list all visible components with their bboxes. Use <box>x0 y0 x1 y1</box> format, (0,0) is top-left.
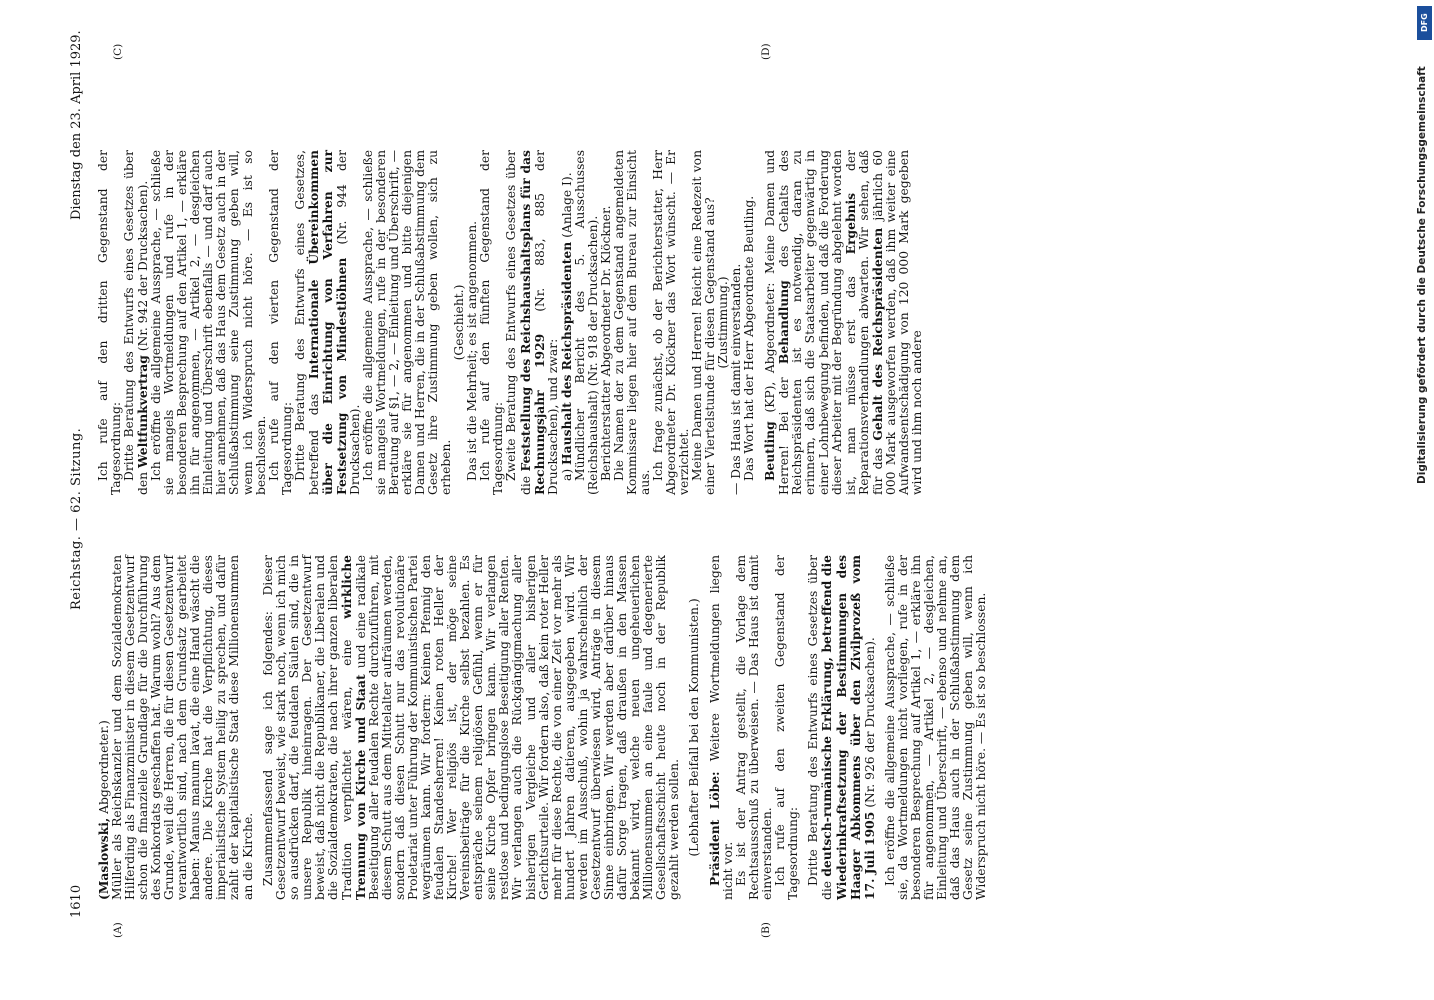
result-paragraph: Das ist die Mehrheit; es ist angenommen. <box>465 220 480 481</box>
speaker-name: Beutling <box>762 421 778 481</box>
emphasis-text: wirkliche Trennung von Kirche und Staat <box>338 555 368 900</box>
bill-title: Internationale Übereinkommen über die Einrichtung von Verfahren zur Festsetzung von Mindestlöhnen <box>305 150 349 495</box>
text-run: Dritte Beratung des Entwurfs eines Gesetzes, betreffend das <box>292 150 321 495</box>
report-line: Mündlicher Bericht des 5. Ausschusses (Reichshaushalt) (Nr. 918 der Drucksachen). <box>572 150 600 495</box>
text-run: a) <box>559 468 574 481</box>
rapporteur-line: Berichterstatter Abgeordneter Dr. Klöckner. <box>598 205 613 481</box>
speaker-name: (Maslowski, <box>96 817 111 900</box>
speech-text: Müller als Reichskanzler und dem Sozialdemokraten Hilferding als Finanzminister in diesem Gesetzentwurf schon die finanzielle Grundlage für die Durchführung des Konkordats geschaffen hat. Warum wohl? Aus dem Grunde, weil die Herren, die für diesen Gesetzentwurf verantwortlich sind, nach dem Grundsatz gearbeitet haben: Manus manum lavat, die eine Hand wäscht die andere. Die Kirche hat die Verpflichtung, dieses imperialistische System heilig zu sprechen, und dafür zahlt der kapitalistische Staat diese Millionensummen an die Kirche. <box>110 555 255 900</box>
text-run: (Nr. 942 der Drucksachen). <box>136 180 151 352</box>
speech-paragraph <box>262 555 682 900</box>
text-run: (Nr. 883, 885 der Drucksachen), und zwar: <box>532 150 560 495</box>
agenda-subitem <box>560 150 574 495</box>
text-run: Zusammenfassend sage ich folgendes: Dieser Gesetzentwurf beweist, wie stark noch, wenn ich mich so ausdrücken darf, die feudalen Säulen sind, die in unsere Republik hineinragen. Der Gesetzentwurf beweist, daß nicht die Republikaner, die Liberalen und die Sozialdemokraten, die nach ihrer ganzen liberalen Tradition verpflichtet wären, eine <box>260 555 354 900</box>
president-statement <box>708 555 735 900</box>
text-run: der Reparationsverhandlungen abwarten. Wir sehen, daß für das <box>843 150 885 495</box>
text-run: Weitere Wortmeldungen liegen nicht vor. <box>708 555 736 900</box>
bill-title: Weltfunkvertrag <box>135 355 151 468</box>
session-date: Dienstag den 23. April 1929. <box>69 30 84 220</box>
agreement-line: — Das Haus ist damit einverstanden. <box>729 263 744 495</box>
stage-note: (Geschieht.) <box>452 284 467 361</box>
agenda-call: Ich rufe auf den fünften Gegenstand der Tagesordnung: <box>478 150 506 495</box>
agenda-call: Ich rufe auf den dritten Gegenstand der Tagesordnung: <box>96 150 124 495</box>
question-paragraph: Ich frage zunächst, ob der Berichterstatter, Herr Abgeordneter Dr. Klöckner das Wort wünscht. — Er verzichtet. <box>650 150 692 495</box>
text-run: (Nr. 944 der Drucksachen). <box>334 150 362 495</box>
stage-note: (Zustimmung.) <box>716 276 731 369</box>
agenda-call: Ich rufe auf den zweiten Gegenstand der Tagesordnung: <box>773 555 801 900</box>
agenda-item <box>505 150 559 495</box>
agenda-item <box>807 555 876 900</box>
commissioners-paragraph: Die Namen der zu dem Gegenstand angemeldeten Kommissare liegen hier auf dem Bureau zur Einsicht aus. <box>611 150 652 495</box>
text-run: (Anlage I). <box>559 172 574 238</box>
margin-marker-d: (D) <box>760 43 772 60</box>
text-run: Zweite Beratung des Entwurfs eines Gesetzes über die <box>504 150 533 495</box>
agenda-call: Ich rufe auf den vierten Gegenstand der Tagesordnung: <box>266 150 294 495</box>
running-header: Reichstag. — 62. Sitzung. <box>69 427 84 610</box>
emphasis-text: Gehalt des Reichspräsidenten <box>869 227 885 441</box>
text-run: (KP), Abgeordneter: Meine Damen und Herren! Bei der <box>763 150 792 495</box>
text-run: Dritte Beratung des Entwurfs eines Gesetzes über die <box>806 555 835 900</box>
agenda-item <box>123 150 150 495</box>
applause-note: (Lebhafter Beifall bei den Kommunisten.) <box>687 598 702 857</box>
bill-title: deutsch-rumänische Erklärung, betreffend die Wiederinkraftsetzung der Bestimmungen des Haager Abkommens über den Zivilprozeß vom 17. Juli 1905 <box>819 555 877 900</box>
emphasis-text: Ergebnis <box>842 192 858 255</box>
referral-paragraph: Es ist der Antrag gestellt, die Vorlage dem Rechtsausschuß zu überweisen. — Das Haus ist damit einverstanden. <box>734 555 775 900</box>
right-column <box>97 150 924 495</box>
floor-given-line: Das Wort hat der Herr Abgeordnete Beutling. <box>742 195 757 481</box>
margin-marker-c: (C) <box>112 43 124 60</box>
speaker-role: Abgeordneter.) <box>97 720 111 818</box>
procedure-paragraph: Ich eröffne die allgemeine Aussprache, — schließe sie, da Wortmeldungen nicht vorliegen, rufe in der besonderen Besprechung auf Artikel 1, — erkläre ihn für angenommen, — Artikel 2, — desgleichen, Einleitung und Überschrift, — ebenso und nehme an, daß das Haus auch in der Schlußabstimmung dem Gesetz seine Zustimmung geben will, wenn ich Widerspruch nicht höre. — Es ist so beschlossen. <box>882 555 988 900</box>
dfg-logo: DFG <box>1417 6 1432 40</box>
text-run: Dritte Beratung des Entwurfs eines Gesetzes über den <box>122 150 151 495</box>
text-run: und eine radikale Beseitigung aller feudalen Rechte durchzuführen, mit diesem Schutt aus dem Mittelalter aufräumen werden, sondern daß diesen Schutt nur das revolutionäre Proletariat unter Führung der Kommunistischen Partei wegräumen kann. Wir fordern: Keinen Pfennig den feudalen Standesherren! Keinen roten Heller der Kirche! Wer religiös ist, der möge seine Vereinsbeiträge für die Kirche selbst bezahlen. Es entspräche seinem religiösen Gefühl, wenn er für seine Kirche Opfer bringen kann. Wir verlangen restlose und bedingungslose Beseitigung aller Renten. Wir verlangen auch die Rückgängigmachung aller bisherigen Vergleiche und aller bisherigen Gerichtsurteile. Wir fordern also, daß kein roter Heller mehr für diese Rechte, die von einer Zeit vor mehr als hundert Jahren datieren, ausgegeben wird. Wir werden im Ausschuß, wohin ja wahrscheinlich der Gesetzentwurf überwiesen wird, Anträge in diesem Sinne einbringen. Wir werden aber darüber hinaus dafür Sorge tragen, daß draußen in den Massen bekannt wird, welche neuen ungeheuerlichen Millionensummen an eine faule und degenerierte Gesellschaftsschicht heute noch in der Republik gezahlt werden sollen. <box>353 555 682 900</box>
emphasis-text: Behandlung <box>776 280 792 365</box>
margin-marker-a: (A) <box>112 922 124 938</box>
page-number: 1610 <box>69 884 84 918</box>
agenda-item <box>294 150 362 495</box>
bill-title: Feststellung des Reichshaushaltsplans für das Rechnungsjahr 1929 <box>517 150 547 495</box>
speaking-time-paragraph: Meine Damen und Herren! Reicht eine Redezeit von einer Viertelstunde für diesen Gegenstand aus? <box>690 150 718 495</box>
speech-paragraph <box>763 150 924 495</box>
digitization-credit: Digitalisierung gefördert durch die Deutsche Forschungsgemeinschaft <box>1416 66 1428 484</box>
text-run: jährlich 60 000 Mark ausgeworfen werden, daß ihm weiter eine Aufwandsentschädigung von 120 000 Mark gegeben wird und ihm noch andere <box>870 150 924 495</box>
left-column <box>97 555 988 900</box>
text-run: des Gehalts des Reichspräsidenten ist es notwendig, daran zu erinnern, daß sich die Staatsarbeiter gegenwärtig in einer Lohnbewegung befinden, und daß die Forderung dieser Arbeiter mit der Begründung abgelehnt worden ist, man müsse erst das <box>777 150 858 495</box>
speaker-name: Präsident Löbe: <box>707 771 723 886</box>
speech-continuation <box>97 555 255 900</box>
bill-title: Haushalt des Reichspräsidenten <box>558 241 574 465</box>
text-run: (Nr. 926 der Drucksachen). <box>862 637 877 808</box>
margin-marker-b: (B) <box>760 922 772 938</box>
procedure-paragraph: Ich eröffne die allgemeine Aussprache, — schließe sie mangels Wortmeldungen und rufe in der besonderen Besprechung auf den Artikel 1, — erkläre ihn für angenommen, — Artikel 2, — desgleichen Einleitung und Überschrift ebenfalls — und darf auch hier annehmen, daß das Haus dem Gesetz auch in der Schlußabstimmung seine Zustimmung geben will, wenn ich Widerspruch nicht höre. — Es ist so beschlossen. <box>149 150 268 495</box>
digitization-sidebar <box>1415 0 1434 1000</box>
procedure-paragraph: Ich eröffne die allgemeine Aussprache, — schließe sie mangels Wortmeldungen, rufe in der besonderen Beratung auf §1, — 2, — Einleitung und Überschrift, — erkläre sie für angenommen und bitte diejenigen Damen und Herren, die in der Schlußabstimmung dem Gesetz ihre Zustimmung geben wollen, sich zu erheben. <box>360 150 454 495</box>
